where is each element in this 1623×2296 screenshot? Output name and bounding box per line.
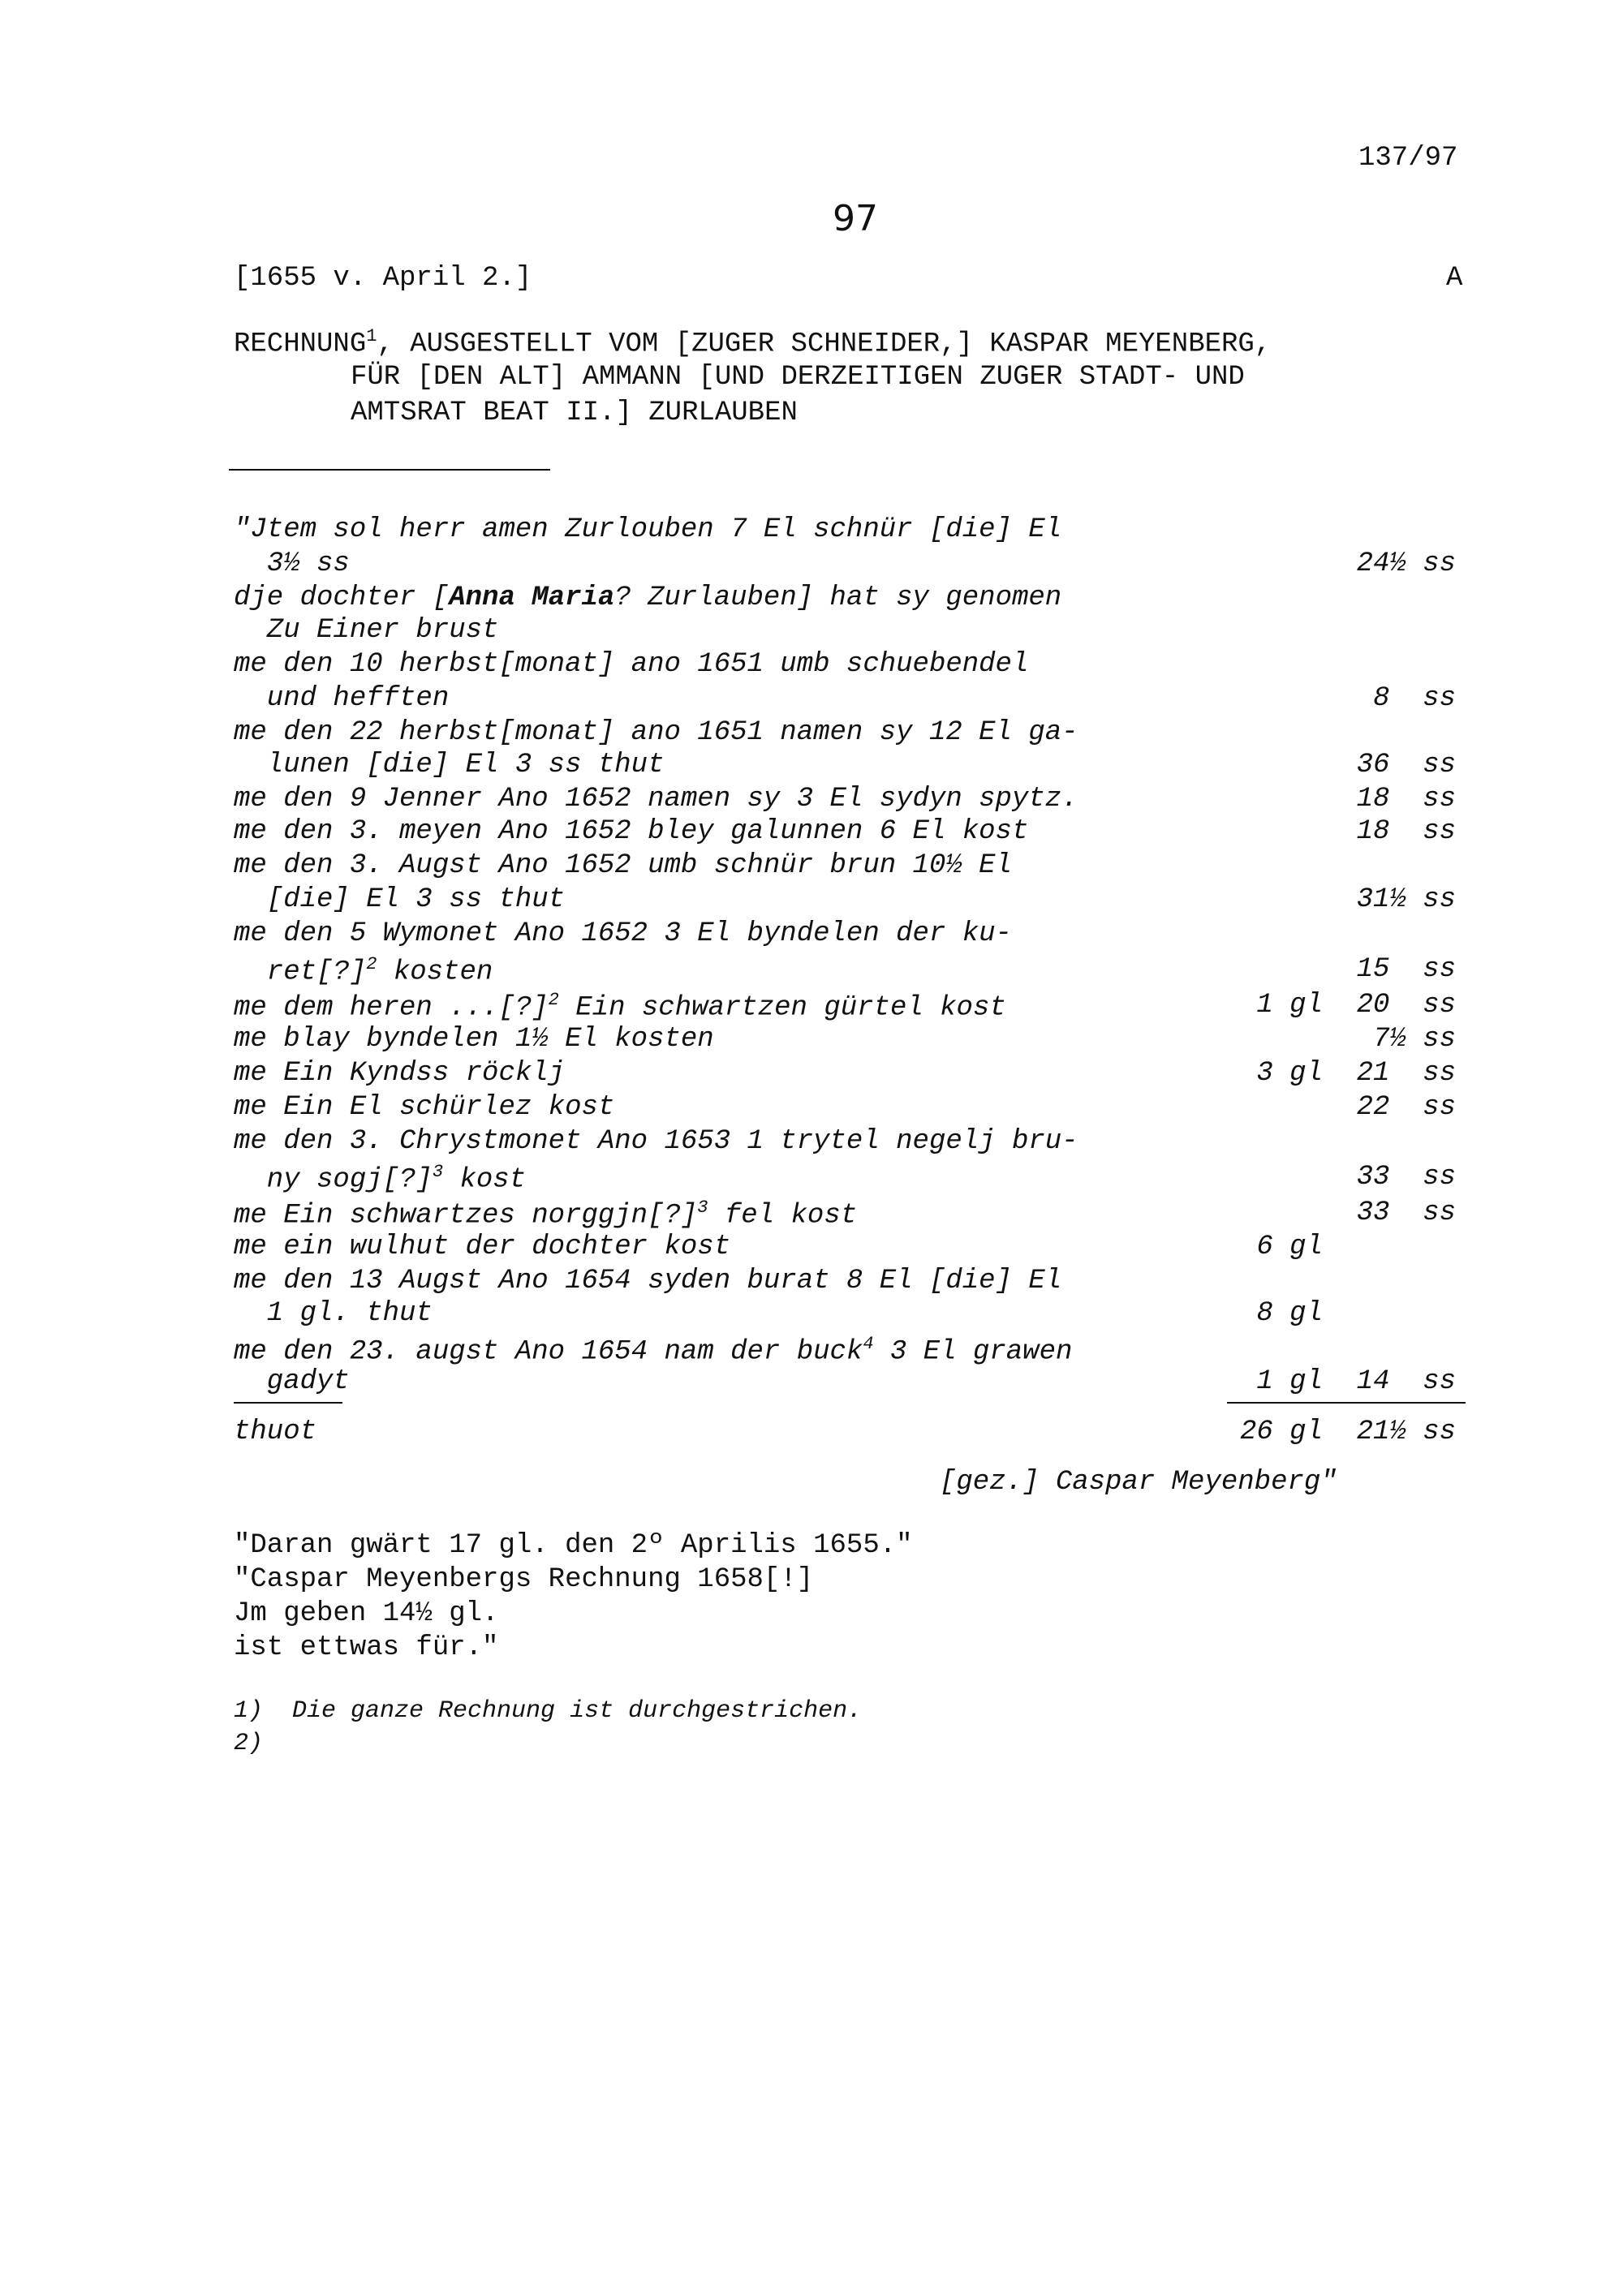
- ledger-entry-segment: lunen [die] El 3 ss thut: [234, 750, 665, 780]
- ledger-entry-schilling: 18 ss: [1356, 784, 1456, 815]
- ledger-entry-gulden: 6 gl: [1256, 1232, 1323, 1262]
- footnote-2: 2): [234, 1730, 264, 1757]
- document-title-line-2: FÜR [DEN ALT] AMMANN [UND DERZEITIGEN ZUGER STADT- UND: [351, 362, 1245, 393]
- ledger-entry-schilling: 8 ss: [1356, 683, 1456, 714]
- ledger-entry-text: [234, 850, 1012, 881]
- ledger-entry-segment: me den 3. Augst Ano 1652 umb schnür brun 10½ El: [234, 850, 1012, 881]
- ledger-entry-schilling: 7½ ss: [1356, 1024, 1456, 1055]
- ledger-entry-schilling: 24½ ss: [1356, 548, 1456, 579]
- ledger-entry-segment: me den 3. Chrystmonet Ano 1653 1 trytel negelj bru-: [234, 1126, 1078, 1157]
- ledger-entry-bold: Anna Maria: [449, 583, 615, 613]
- ledger-entry-text: [234, 583, 1061, 613]
- ledger-entry-text: [234, 683, 449, 714]
- ledger-entry-text: [234, 615, 498, 646]
- ledger-entry-segment: Ein schwartzen gürtel kost: [558, 992, 1006, 1024]
- footnote-ref: 1: [366, 326, 377, 346]
- ledger-entry-segment: me den 22 herbst[monat] ano 1651 namen sy 12 El ga-: [234, 717, 1078, 748]
- ledger-entry-schilling: 33 ss: [1356, 1162, 1456, 1193]
- footnote-ref: 2: [548, 990, 559, 1010]
- total-gulden: 26 gl: [1239, 1417, 1323, 1447]
- document-letter: A: [1446, 263, 1463, 294]
- footnote-ref: 3: [697, 1197, 708, 1218]
- note-line-3: Jm geben 14½ gl.: [234, 1598, 499, 1629]
- ledger-entry-segment: ret[?]: [234, 957, 367, 988]
- ledger-entry-segment: ny sogj[?]: [234, 1164, 433, 1196]
- ledger-entry-text: [234, 1266, 1061, 1296]
- ledger-entry-segment: ? Zurlauben] hat sy genomen: [614, 583, 1062, 613]
- ledger-entry-segment: me den 3. meyen Ano 1652 bley galunnen 6 El kost: [234, 816, 1029, 847]
- ledger-entry-underline: [234, 1402, 342, 1404]
- ledger-entry-segment: 1 gl. thut: [234, 1298, 433, 1329]
- ledger-entry-schilling: 20 ss: [1356, 990, 1456, 1021]
- ledger-entry-text: [234, 1126, 1078, 1157]
- ledger-entry-text: [234, 750, 665, 780]
- note-line-2: "Caspar Meyenbergs Rechnung 1658[!]: [234, 1564, 814, 1595]
- ledger-entry-text: [234, 816, 1028, 847]
- ledger-entry-gulden: 8 gl: [1256, 1298, 1323, 1329]
- ledger-entry-text: [234, 1366, 350, 1397]
- ledger-entry-segment: fel kost: [708, 1200, 858, 1232]
- note-line-4: ist ettwas für.": [234, 1632, 499, 1663]
- signature: [gez.] Caspar Meyenberg": [940, 1467, 1337, 1498]
- ledger-entry-text: [234, 1162, 526, 1195]
- footnote-1: 1) Die ganze Rechnung ist durchgestrichen.: [234, 1697, 863, 1725]
- ledger-entry-segment: kosten: [377, 957, 493, 988]
- ledger-entry-segment: [die] El 3 ss thut: [234, 884, 566, 915]
- ledger-entry-text: [234, 649, 1028, 680]
- ledger-entry-text: [234, 548, 350, 579]
- archive-reference: 137/97: [1358, 143, 1458, 174]
- ledger-entry-text: [234, 1024, 714, 1055]
- ledger-entry-text: [234, 884, 565, 915]
- ledger-entry-schilling: 22 ss: [1356, 1092, 1456, 1123]
- document-title-line-3: AMTSRAT BEAT II.] ZURLAUBEN: [351, 398, 798, 428]
- ledger-entry-schilling: 33 ss: [1356, 1197, 1456, 1228]
- ledger-entry-text: [234, 1298, 433, 1329]
- ledger-entry-segment: me den 23. augst Ano 1654 nam der buck: [234, 1336, 863, 1368]
- ledger-entry-segment: Zu Einer brust: [234, 615, 499, 646]
- ledger-entry-segment: me Ein El schürlez kost: [234, 1092, 615, 1123]
- ledger-entry-text: [234, 717, 1078, 748]
- title-text: RECHNUNG: [234, 329, 367, 360]
- ledger-entry-gulden: 3 gl: [1256, 1058, 1323, 1089]
- ledger-entry-text: [234, 918, 1012, 949]
- ledger-entry-text: [234, 784, 1078, 815]
- ledger-entry-schilling: 21 ss: [1356, 1058, 1456, 1089]
- ledger-entry-segment: me ein wulhut der dochter kost: [234, 1232, 731, 1262]
- ledger-entry-schilling: 36 ss: [1356, 750, 1456, 780]
- ledger-entry-schilling: 31½ ss: [1356, 884, 1456, 915]
- ledger-entry-text: [234, 1232, 730, 1262]
- ledger-entry-segment: me Ein Kyndss röcklj: [234, 1058, 566, 1089]
- ledger-entry-text: [234, 1092, 614, 1123]
- ledger-entry-text: [234, 990, 1006, 1023]
- document-date: [1655 v. April 2.]: [234, 263, 532, 294]
- ledger-entry-segment: me den 5 Wymonet Ano 1652 3 El byndelen der ku-: [234, 918, 1012, 949]
- total-schilling: 21½ ss: [1356, 1417, 1456, 1447]
- ledger-entry-segment: me Ein schwartzes norggjn[?]: [234, 1200, 698, 1232]
- ledger-entry-text: [234, 1197, 857, 1231]
- footnote-ref: 3: [432, 1162, 444, 1182]
- ledger-entry-segment: und hefften: [234, 683, 450, 714]
- ledger-entry-text: [234, 1334, 1072, 1367]
- ledger-entry-segment: me blay byndelen 1½ El kosten: [234, 1024, 714, 1055]
- ledger-entry-segment: 3 El grawen: [873, 1336, 1073, 1368]
- ledger-entry-schilling: 15 ss: [1356, 954, 1456, 985]
- note-line-1: "Daran gwärt 17 gl. den 2º Aprilis 1655.": [234, 1530, 913, 1561]
- total-label: thuot: [234, 1417, 317, 1447]
- ledger-entry-segment: 3½ ss: [234, 548, 350, 579]
- ledger-entry-segment: gadyt: [234, 1366, 350, 1397]
- ledger-entry-segment: me den 10 herbst[monat] ano 1651 umb schuebendel: [234, 649, 1029, 680]
- ledger-entry-segment: me den 13 Augst Ano 1654 syden burat 8 El [die] El: [234, 1266, 1062, 1296]
- ledger-entry-text: [234, 514, 1061, 545]
- page-number: 97: [833, 198, 878, 239]
- footnote-ref: 4: [863, 1334, 874, 1354]
- ledger-entry-segment: me dem heren ...[?]: [234, 992, 549, 1024]
- ledger-entry-schilling: 18 ss: [1356, 816, 1456, 847]
- ledger-entry-segment: "Jtem sol herr amen Zurlouben 7 El schnür [die] El: [234, 514, 1062, 545]
- ledger-entry-segment: dje dochter [: [234, 583, 450, 613]
- title-divider: [229, 469, 550, 471]
- ledger-total-rule: [1227, 1402, 1466, 1404]
- footnote-ref: 2: [366, 954, 377, 974]
- ledger-entry-gulden: 1 gl: [1256, 990, 1323, 1021]
- title-text: , AUSGESTELLT VOM [ZUGER SCHNEIDER,] KASPAR MEYENBERG,: [377, 329, 1272, 360]
- ledger-entry-gulden: 1 gl: [1256, 1366, 1323, 1397]
- ledger-entry-segment: kost: [443, 1164, 527, 1196]
- ledger-entry-text: [234, 1058, 565, 1089]
- ledger-entry-schilling: 14 ss: [1356, 1366, 1456, 1397]
- ledger-entry-text: [234, 954, 493, 987]
- document-title-line-1: [234, 326, 1271, 359]
- ledger-entry-segment: me den 9 Jenner Ano 1652 namen sy 3 El sydyn spytz.: [234, 784, 1078, 815]
